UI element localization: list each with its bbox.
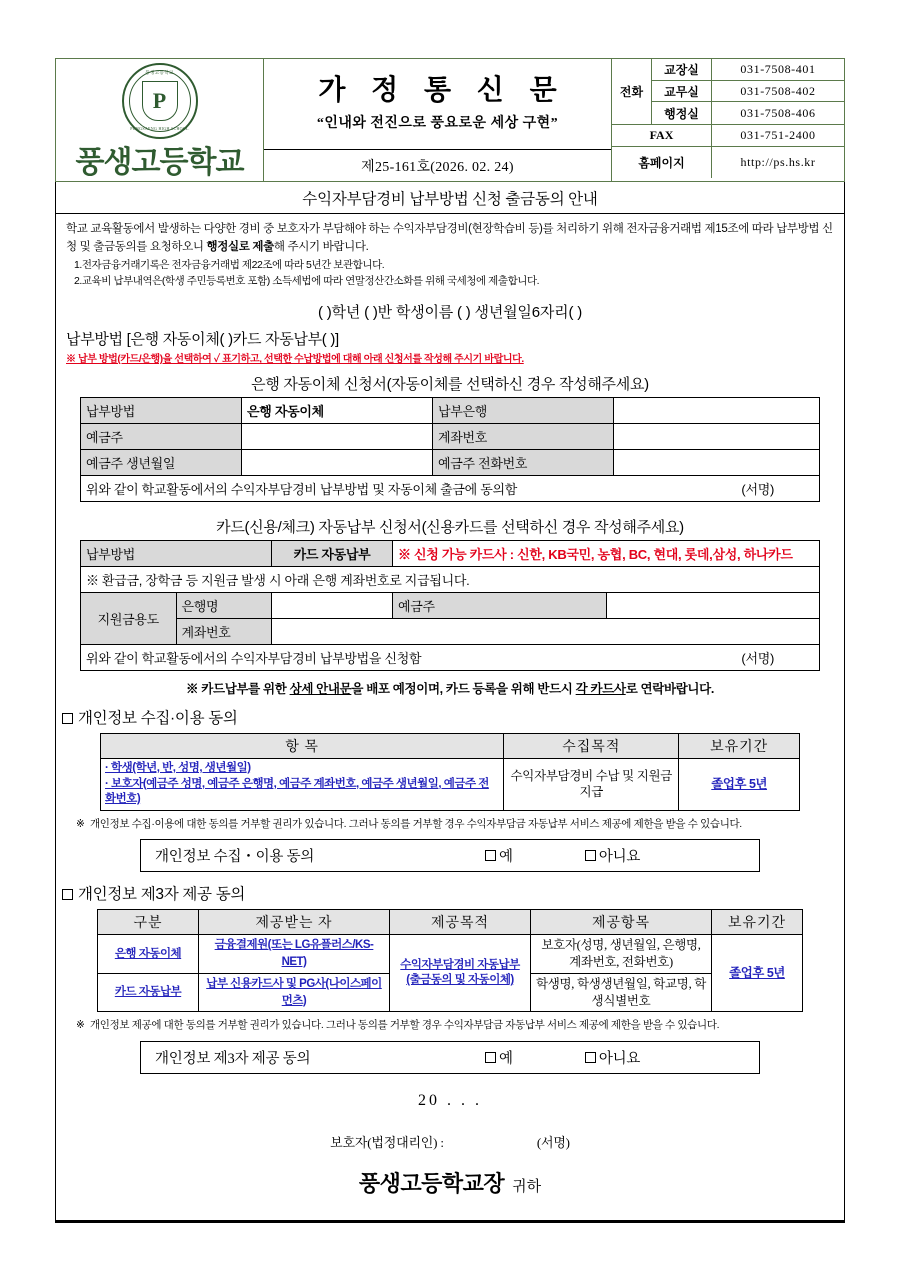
consent2-answer-label: 개인정보 제3자 제공 동의 [155,1050,311,1067]
table-row [101,734,800,759]
payment-warning-note: ※ 납부 방법(카드/은행)을 선택하여 ✓ 표기하고, 선택한 수납방법에 대해 아래 신청서를 작성해 주시기 바랍니다. [66,354,524,366]
card-after-note-d: 각 카드사 [575,682,626,697]
consent1-option-no[interactable] [585,845,640,866]
bank-label-holder: 예금주 [81,424,242,450]
school-identity [56,59,264,181]
card-label-accountno: 계좌번호 [176,619,272,645]
consent2-yes-label: 예 [499,1050,513,1067]
checkbox-icon[interactable] [585,850,596,861]
card-input-bankname[interactable] [272,593,393,619]
consent1-answer-label: 개인정보 수집・이용 동의 [155,848,315,865]
telephone-row-teachers [652,81,844,103]
table-row [98,934,803,973]
table-row [98,909,803,934]
section-title: 수익자부담경비 납부방법 신청 출금동의 안내 [56,182,844,214]
table-row [81,619,820,645]
title-top [264,59,611,150]
consent2-row1-receiver-cell [199,934,390,973]
guardian-signature-label[interactable]: (서명) [536,1134,570,1150]
telephone-row-admin [652,102,844,124]
consent2-row2-receiver-cell [199,973,390,1012]
consent2-purpose-line1: 수익자부담경비 자동납부 [400,958,520,971]
table-row [81,567,820,593]
document-page [55,58,845,1223]
student-info-line[interactable]: ( )학년 ( )반 학생이름 ( ) 생년월일6자리( ) [317,304,582,322]
bank-input-birth[interactable] [242,450,433,476]
consent-thirdparty-heading-text: 개인정보 제3자 제공 동의 [78,885,246,903]
intro-item-1: 1.전자금융거래기록은 전자금융거래법 제22조에 따라 5년간 보관합니다. [74,258,385,271]
bank-label-bank: 납부은행 [433,398,614,424]
card-agreement-cell [81,645,820,671]
card-value-paymethod: 카드 자동납부 [272,541,393,567]
telephone-label: 전화 [612,59,652,124]
telephone-value-admin: 031-7508-406 [740,105,816,120]
table-row [81,450,820,476]
consent2-option-yes[interactable] [485,1047,513,1068]
consent1-item-student: · 학생(학년, 반, 성명, 생년월일) [105,762,251,775]
crest-letter: P [152,88,167,113]
checkbox-icon[interactable] [62,713,73,724]
card-issuer-list: ※ 신청 가능 카드사 : 신한, KB국민, 농협, BC, 현대, 롯데,삼성, 하나카드 [393,541,820,567]
telephone-row-principal [652,59,844,81]
card-application-table [80,540,820,671]
guardian-label: 보호자(법정대리인) : [330,1134,444,1150]
issue-number: 제25-161호(2026. 02. 24) [361,159,514,175]
consent2-header-retention: 보유기간 [712,909,803,934]
payment-method-line[interactable]: 납부방법 [은행 자동이체( )카드 자동납부( )] [66,331,339,349]
fax-row [612,125,844,147]
consent2-purpose-line2: (출금동의 및 자동이체) [406,974,514,987]
school-name: 풍생고등학교 [75,145,244,180]
table-row [81,424,820,450]
consent2-row1-receiver: 금융결제원(또는 LG유플러스/KS-NET) [214,939,374,968]
consent1-retention-cell [679,759,800,811]
consent2-row1-category: 은행 자동이체 [114,947,182,960]
masthead [55,58,845,182]
table-row [81,541,820,567]
title-block [264,59,612,181]
bank-input-account[interactable] [614,424,820,450]
consent1-option-yes[interactable] [485,845,513,866]
consent-thirdparty-heading [56,872,844,909]
consent1-items-cell [101,759,504,811]
card-label-holder: 예금주 [393,593,607,619]
card-label-paymethod: 납부방법 [81,541,272,567]
homepage-label: 홈페이지 [612,147,712,178]
consent1-refusal-text: 개인정보 수집·이용에 대한 동의를 거부할 권리가 있습니다. 그러나 동의를 거부할 경우 수익자부담금 자동납부 서비스 제공에 제한을 받을 수 있습니다. [90,817,742,830]
table-row [81,645,820,671]
consent2-retention-cell [712,934,803,1012]
consent2-header-receiver: 제공받는 자 [199,909,390,934]
card-section-heading: 카드(신용/체크) 자동납부 신청서(신용카드를 선택하신 경우 작성해주세요) [216,519,684,537]
consent2-retention: 졸업후 5년 [729,965,785,980]
checkbox-icon[interactable] [485,850,496,861]
consent1-retention: 졸업후 5년 [711,776,768,791]
consent1-header-retention: 보유기간 [679,734,800,759]
consent2-header-items: 제공항목 [531,909,712,934]
table-row [101,759,800,811]
bank-label-paymethod: 납부방법 [81,398,242,424]
intro-paragraph [56,214,844,295]
bank-input-phone[interactable] [614,450,820,476]
consent1-refusal-mark: ※ [76,817,85,830]
consent2-header-category: 구분 [98,909,199,934]
card-label-support-purpose: 지원금용도 [81,593,177,645]
checkbox-icon[interactable] [585,1052,596,1063]
card-after-note-a: ※ 카드납부를 위한 [185,682,290,697]
bank-application-table [80,397,820,502]
bank-section-heading: 은행 자동이체 신청서(자동이체를 선택하신 경우 작성해주세요) [251,376,649,394]
telephone-value-principal: 031-7508-401 [740,61,816,76]
homepage-value[interactable]: http://ps.hs.kr [740,155,816,169]
table-row [81,398,820,424]
card-after-note-e: 로 연락바랍니다. [625,682,715,697]
checkbox-icon[interactable] [485,1052,496,1063]
telephone-value-teachers: 031-7508-402 [740,83,816,98]
intro-item-2: 2.교육비 납부내역은(학생 주민등록번호 포함) 소득세법에 따라 연말정산간소화를 위해 국세청에 제출합니다. [74,274,540,287]
consent2-purpose-cell [390,934,531,1012]
bank-agreement-text: 위와 같이 학교활동에서의 수익자부담경비 납부방법 및 자동이체 출금에 동의함 [86,482,518,498]
crest-shield [142,81,178,121]
consent2-row1-category-cell [98,934,199,973]
consent2-row1-items: 보호자(성명, 생년월일, 은행명, 계좌번호, 전화번호) [531,934,712,973]
consent1-yes-label: 예 [499,848,513,865]
telephone-key-principal: 교장실 [652,59,712,80]
consent2-row2-category: 카드 자동납부 [114,986,182,999]
homepage-row [612,147,844,178]
consent-thirdparty-table [97,909,803,1013]
card-signature-label[interactable]: (서명) [741,651,774,667]
school-crest-icon [122,63,198,139]
telephone-group [612,59,844,125]
bank-input-bank[interactable] [614,398,820,424]
telephone-key-teachers: 교무실 [652,81,712,102]
intro-text-c: 해 주시기 바랍니다. [273,240,369,253]
bank-value-paymethod: 은행 자동이체 [242,398,433,424]
contact-table [612,59,844,181]
bank-label-phone: 예금주 전화번호 [433,450,614,476]
card-label-bankname: 은행명 [176,593,272,619]
consent-collect-heading-text: 개인정보 수집·이용 동의 [78,710,238,728]
consent2-answer-row [140,1041,760,1074]
consent1-refusal-note [56,814,844,832]
card-after-note-c: 을 배포 예정이며, 카드 등록을 위해 반드시 [351,682,576,697]
bank-input-holder[interactable] [242,424,433,450]
consent1-item-guardian: · 보호자(예금주 성명, 예금주 은행명, 예금주 계좌번호, 예금주 생년월일, 예금주 전화번호) [105,777,489,806]
date-line[interactable]: 20 . . . [418,1091,482,1109]
consent2-refusal-text: 개인정보 제공에 대한 동의를 거부할 권리가 있습니다. 그러나 동의를 거부할 경우 수익자부담금 자동납부 서비스 제공에 제한을 받을 수 있습니다. [90,1019,720,1032]
card-input-accountno[interactable] [272,619,820,645]
table-row [81,476,820,502]
bottom-rule [56,1220,844,1222]
consent2-row2-receiver: 납부 신용카드사 및 PG사(나이스페이먼츠) [206,978,382,1007]
table-row [81,593,820,619]
bank-agreement-cell [81,476,820,502]
bank-signature-label[interactable]: (서명) [741,482,774,498]
consent2-row2-category-cell [98,973,199,1012]
consent1-answer-row [140,839,760,872]
telephone-key-admin: 행정실 [652,102,712,124]
card-input-holder[interactable] [606,593,820,619]
consent-collect-table [100,733,800,811]
consent2-row2-items: 학생명, 학생생년월일, 학교명, 학생식별번호 [531,973,712,1012]
intro-text-a: 학교 교육활동에서 발생하는 다양한 경비 중 보호자가 부담해야 하는 수익자부담경비(현장학습비 등)를 처리하기 위해 전자금융거래법 제15조에 따라 납부방법 신청 및 출금동의를 요청하오니 [66,223,833,253]
guardian-signature-line [56,1132,844,1167]
consent2-no-label: 아니요 [598,1050,641,1067]
intro-text-emphasis: 행정실로 제출 [206,240,274,253]
card-agreement-text: 위와 같이 학교활동에서의 수익자부담경비 납부방법을 신청함 [86,651,422,667]
principal-line [56,1167,844,1220]
card-refund-note: ※ 환급금, 장학금 등 지원금 발생 시 아래 은행 계좌번호로 지급됩니다. [81,567,820,593]
consent2-option-no[interactable] [585,1047,640,1068]
bank-label-birth: 예금주 생년월일 [81,450,242,476]
crest-arc-bottom: PUNGSAENG HIGH SCHOOL [130,126,189,131]
consent2-header-purpose: 제공목적 [390,909,531,934]
card-after-note-b: 상세 안내문 [289,682,352,697]
school-slogan: “인내와 전진으로 풍요로운 세상 구현” [316,116,559,132]
bank-label-account: 계좌번호 [433,424,614,450]
consent1-purpose: 수익자부담경비 수납 및 지원금 지급 [504,759,679,811]
card-after-note [56,675,844,704]
consent2-refusal-note [56,1015,844,1033]
consent1-header-purpose: 수집목적 [504,734,679,759]
fax-value: 031-751-2400 [740,128,816,142]
consent-collect-heading [56,704,844,733]
fax-label: FAX [612,125,712,146]
consent2-refusal-mark: ※ [76,1019,85,1032]
document-body [55,182,845,1223]
principal-honorific: 귀하 [512,1177,542,1195]
checkbox-icon[interactable] [62,889,73,900]
consent1-no-label: 아니요 [598,848,641,865]
consent1-header-items: 항 목 [101,734,504,759]
document-title: 가 정 통 신 문 [318,73,566,105]
crest-arc-top: 풍생고등학교 [145,70,174,75]
principal-name: 풍생고등학교장 [358,1170,505,1196]
